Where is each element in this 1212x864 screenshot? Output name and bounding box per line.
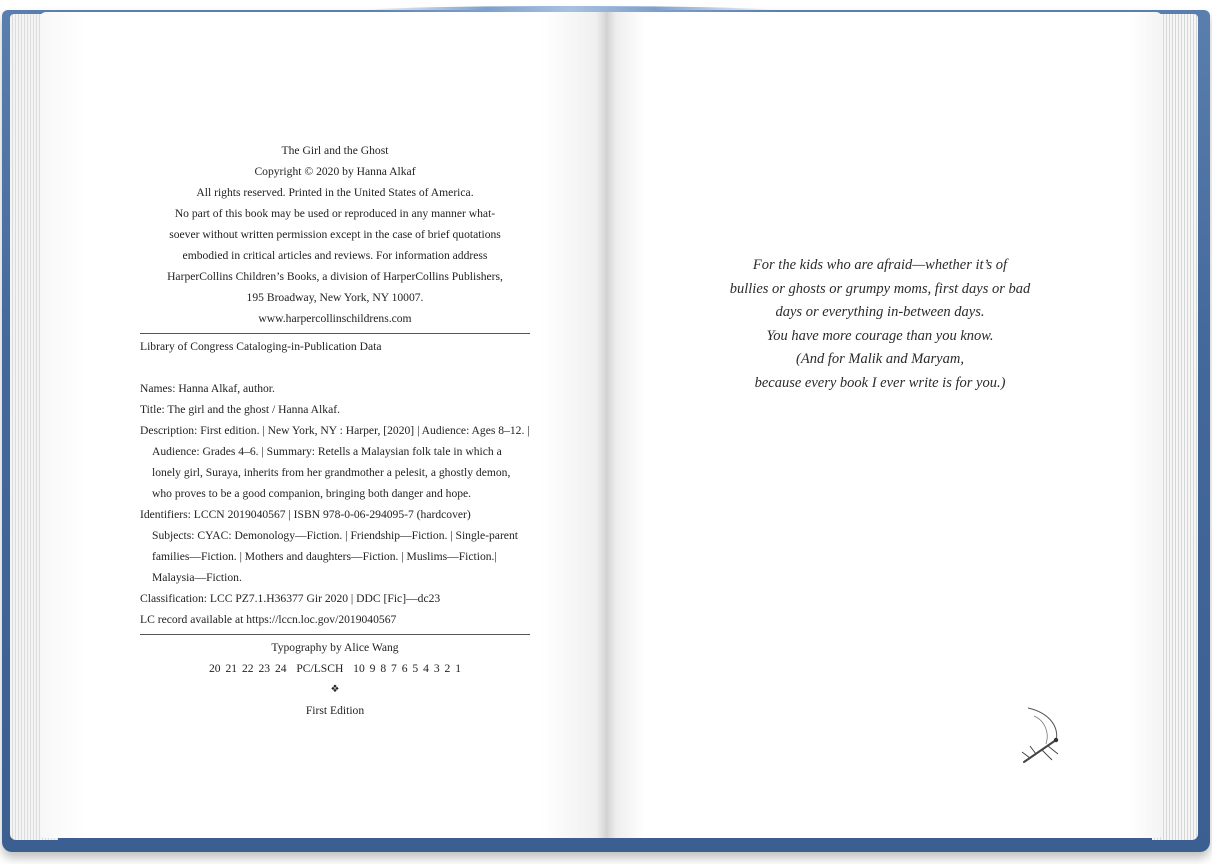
printing-line: 20 21 22 23 24 PC/LSCH 10 9 8 7 6 5 4 3 2 1 bbox=[208, 662, 462, 675]
cip-description: Description: First edition. | New York, NY : Harper, [2020] | Audience: Ages 8–12. | Audience: Grades 4–6. | Summary: Retells a Malaysian folk tale in which a lonely girl, Suraya, inherits from her grandmother a pelesit, a ghostly demon, who proves to be a good companion, bringing both danger and hope. bbox=[140, 424, 530, 500]
edition-line: First Edition bbox=[305, 704, 365, 717]
divider-bottom bbox=[140, 634, 530, 635]
grasshopper-icon bbox=[1016, 702, 1066, 768]
book-title-line: The Girl and the Ghost bbox=[281, 144, 389, 157]
cip-subjects: Subjects: CYAC: Demonology—Fiction. | Friendship—Fiction. | Single-parent families—Fiction. | Mothers and daughters—Fiction. | Muslims—Fiction.| Malaysia—Fiction. bbox=[152, 529, 518, 584]
rights-line: All rights reserved. Printed in the United States of America. bbox=[196, 186, 474, 199]
dedication-line-5: (And for Malik and Maryam, bbox=[796, 351, 964, 367]
dedication-page bbox=[606, 12, 1162, 838]
permission-line-3: embodied in critical articles and reviews. For information address bbox=[182, 249, 488, 262]
cip-title-entry: Title: The girl and the ghost / Hanna Alkaf. bbox=[140, 403, 340, 416]
copyright-line: Copyright © 2020 by Hanna Alkaf bbox=[254, 165, 416, 178]
permission-line-1: No part of this book may be used or reproduced in any manner what- bbox=[174, 207, 496, 220]
address-line: 195 Broadway, New York, NY 10007. bbox=[246, 291, 424, 304]
cip-heading: Library of Congress Cataloging-in-Publication Data bbox=[140, 340, 382, 353]
divider-top bbox=[140, 333, 530, 334]
cip-classification: Classification: LCC PZ7.1.H36377 Gir 2020 | DDC [Fic]—dc23 bbox=[140, 592, 441, 605]
permission-line-2: soever without written permission except in the case of brief quotations bbox=[169, 228, 501, 241]
dedication-line-1: For the kids who are afraid—whether it’s of bbox=[752, 257, 1008, 273]
cip-lc-record: LC record available at https://lccn.loc.gov/2019040567 bbox=[140, 613, 397, 626]
website-line: www.harpercollinschildrens.com bbox=[258, 312, 412, 325]
dedication-line-3: days or everything in-between days. bbox=[775, 304, 985, 320]
dedication-line-4: You have more courage than you know. bbox=[766, 327, 994, 344]
dedication-line-2: bullies or ghosts or grumpy moms, first days or bad bbox=[729, 280, 1031, 297]
dedication-line-6: because every book I ever write is for you.) bbox=[754, 374, 1006, 391]
copyright-text-block bbox=[140, 140, 530, 721]
book-gutter bbox=[596, 12, 616, 838]
cip-identifiers: Identifiers: LCCN 2019040567 | ISBN 978-0-06-294095-7 (hardcover) bbox=[140, 508, 471, 521]
typography-credit: Typography by Alice Wang bbox=[271, 641, 399, 654]
dedication-text-block bbox=[670, 254, 1090, 395]
cip-names: Names: Hanna Alkaf, author. bbox=[140, 382, 275, 395]
publisher-line: HarperCollins Children’s Books, a division of HarperCollins Publishers, bbox=[167, 270, 503, 283]
fleuron-ornament: ❖ bbox=[330, 684, 340, 695]
